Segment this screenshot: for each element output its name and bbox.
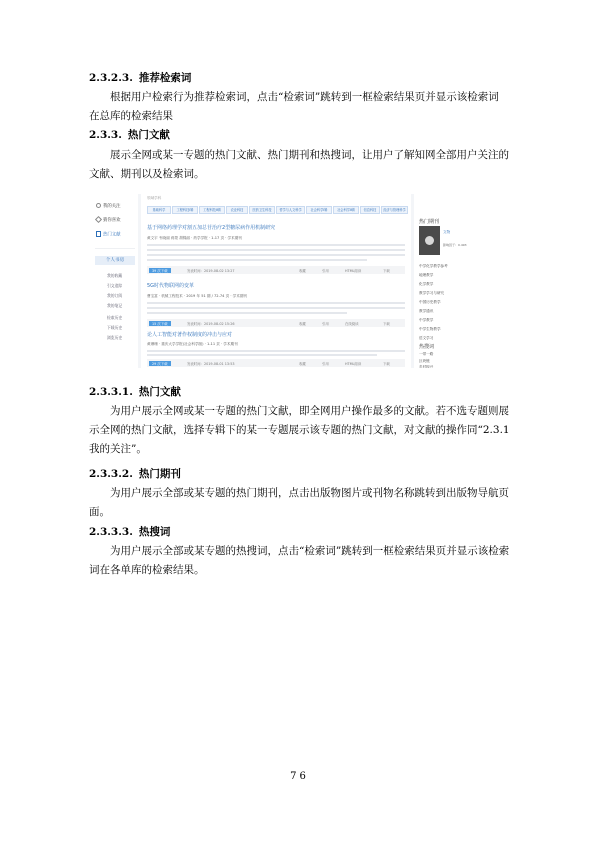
sidebar-link-search-history[interactable]: 检索历史 <box>107 315 123 320</box>
hot-word[interactable]: 区块链 <box>419 359 430 363</box>
article-footer <box>147 319 405 327</box>
sidebar-item-my-follow[interactable]: 我的关注 <box>96 203 121 209</box>
chip-eng-2[interactable]: 工程科技Ⅱ辑 <box>199 206 225 214</box>
download-button[interactable]: 下载 <box>383 321 390 326</box>
abstract-line <box>147 249 405 251</box>
read-button[interactable]: HTML阅读 <box>345 361 362 366</box>
chip-basic-science[interactable]: 基础科学 <box>147 206 171 214</box>
abstract-line <box>147 259 367 261</box>
hot-word[interactable]: 一带一路 <box>419 352 434 356</box>
read-button[interactable]: HTML阅读 <box>345 268 362 273</box>
sidebar-link-citation[interactable]: 引文追踪 <box>107 283 123 288</box>
article-footer <box>147 266 405 274</box>
heading-2-3-2-3: 2.3.2.3. 推荐检索词 <box>89 72 192 84</box>
download-count: 15 次下载 <box>149 321 171 326</box>
article-title[interactable]: 基于网络药理学对割五加总苷治疗2型糖尿病作用机制研究 <box>147 225 276 231</box>
abstract-line <box>147 244 405 246</box>
download-count: 29 次下载 <box>149 361 171 366</box>
article-title[interactable]: 论人工智能对著作权制度的冲击与应对 <box>147 332 233 338</box>
sidebar-link-browse-history[interactable]: 浏览历史 <box>107 335 123 340</box>
chip-economics[interactable]: 经济与管理科学 <box>381 206 408 214</box>
cite-button[interactable]: 引用 <box>322 321 329 326</box>
publish-time: 发表时间：2019-08-02 13:27 <box>187 268 235 273</box>
hot-literature-screenshot <box>92 194 476 368</box>
heading-2-3-3: 2.3.3. 热门文献 <box>89 129 170 141</box>
chip-social-2[interactable]: 社会科学Ⅱ辑 <box>333 206 359 214</box>
download-button[interactable]: 下载 <box>383 268 390 273</box>
publish-time: 发表时间：2019-08-01 13:53 <box>187 361 235 366</box>
paragraph-hot-docs-intro: 展示全网或某一专题的热门文献、热门期刊和热搜词，让用户了解知网全部用户关注的 文献、期刊以及检索词。 <box>89 149 509 180</box>
divider <box>95 248 135 249</box>
publish-time: 发表时间：2019-08-02 15:26 <box>187 321 235 326</box>
chip-philosophy[interactable]: 哲学与人文科学 <box>276 206 305 214</box>
journal-list-item[interactable]: 地理教学 <box>419 273 434 277</box>
screenshot-right-panel <box>414 194 476 368</box>
sidebar-item-hot[interactable]: 热门文献 <box>96 231 121 238</box>
chip-info-tech[interactable]: 信息科技 <box>360 206 380 214</box>
star-icon <box>95 216 102 223</box>
heading-2-3-3-1: 2.3.3.1. 热门文献 <box>89 386 181 398</box>
chip-agriculture[interactable]: 农业科技 <box>226 206 248 214</box>
article-title[interactable]: 5G时代物联网的变革 <box>147 283 195 289</box>
journal-cover-image[interactable] <box>419 226 440 255</box>
journal-impact: 影响因子：0.493 <box>443 243 467 247</box>
journal-name[interactable]: 文物 <box>443 230 451 234</box>
cite-button[interactable]: 引用 <box>322 268 329 273</box>
sidebar-link-download-history[interactable]: 下载历史 <box>107 325 123 330</box>
sidebar-link-notes[interactable]: 我的笔记 <box>107 303 123 308</box>
paragraph-hot-words: 为用户展示全部或某专题的热搜词，点击“检索词”跳转到一框检索结果页并显示该检索 词在各单库的检索结果。 <box>89 545 510 576</box>
abstract-line <box>147 350 405 352</box>
chip-eng-1[interactable]: 工程科技Ⅰ辑 <box>172 206 198 214</box>
journal-list-item[interactable]: 中学化学教学参考 <box>419 264 448 268</box>
abstract-line <box>147 254 405 256</box>
screenshot-main <box>141 194 411 368</box>
paragraph-hot-journals: 为用户展示全部或某专题的热门期刊，点击出版物图片或刊物名称跳转到出版物导航页 面。 <box>89 487 509 518</box>
journal-list-item[interactable]: 化学教学 <box>419 282 434 286</box>
abstract-line <box>147 302 405 304</box>
paragraph-hot-docs: 为用户展示全网或某一专题的热门文献，即全网用户操作最多的文献。若不选专题则展 示全网的热门文献，选择专辑下的某一专题展示该专题的热门文献，对文献的操作同“2.3.1 我的关注”。 <box>89 405 510 455</box>
favorite-button[interactable]: 收藏 <box>299 268 306 273</box>
screenshot-sidebar <box>92 194 138 368</box>
cover-emblem-icon <box>425 236 434 245</box>
personal-library-label: 个人书房 <box>95 256 135 265</box>
paragraph-recommend-words: 根据用户检索行为推荐检索词，点击“检索词”跳转到一框检索结果页并显示该检索词 在总库的检索结果 <box>89 91 499 122</box>
heading-2-3-3-2: 2.3.3.2. 热门期刊 <box>89 468 181 480</box>
page-number: 76 <box>290 771 309 782</box>
abstract-line <box>147 307 405 309</box>
article-meta: 黄珊珊 · 重庆大学学报(社会科学版) · 1-11 页 · 学术期刊 <box>147 342 238 346</box>
journal-list-item[interactable]: 中国历史教学 <box>419 300 441 304</box>
sidebar-link-favorites[interactable]: 我的收藏 <box>107 273 123 278</box>
chip-social-1[interactable]: 社会科学Ⅰ辑 <box>306 206 332 214</box>
heading-2-3-3-3: 2.3.3.3. 热搜词 <box>89 526 171 538</box>
article-meta: 曹宝富 · 机械工程技术 · 2019 年 51 期 / 72-74 页 · 学术期刊 <box>147 294 248 298</box>
cite-button[interactable]: 引用 <box>322 361 329 366</box>
sidebar-link-subscription[interactable]: 我的订阅 <box>107 293 123 298</box>
download-button[interactable]: 下载 <box>383 361 390 366</box>
heart-icon <box>96 203 101 208</box>
journal-list-item[interactable]: 中学教学 <box>419 318 434 322</box>
chip-medicine[interactable]: 医药卫生科技 <box>249 206 275 214</box>
download-count: 39 次下载 <box>149 268 171 273</box>
journal-list-item[interactable]: 教学通讯 <box>419 309 434 313</box>
journal-list-item[interactable]: 语文学习 <box>419 336 434 340</box>
read-button[interactable]: 在线阅读 <box>345 321 359 326</box>
breadcrumb: 领域学科 <box>147 196 162 200</box>
article-footer <box>147 359 405 367</box>
favorite-button[interactable]: 收藏 <box>299 361 306 366</box>
sidebar-item-guess[interactable]: 猜你喜欢 <box>96 217 121 223</box>
journal-list-item[interactable]: 教学学习与研究 <box>419 291 445 295</box>
document-icon <box>96 231 101 237</box>
abstract-line <box>147 354 377 356</box>
hot-word[interactable]: 乡村振兴 <box>419 365 434 368</box>
hot-journals-heading: 热门期刊 <box>419 219 440 225</box>
hot-words-heading: 热搜词 <box>419 344 435 350</box>
favorite-button[interactable]: 收藏 <box>299 321 306 326</box>
journal-list-item[interactable]: 中学生物教学 <box>419 327 441 331</box>
abstract-line <box>147 312 347 314</box>
article-meta: 黄文宇 韦晓丽 蒋蒙 胡锦丽 · 药学学报 · 1-17 页 · 学术期刊 <box>147 236 242 240</box>
